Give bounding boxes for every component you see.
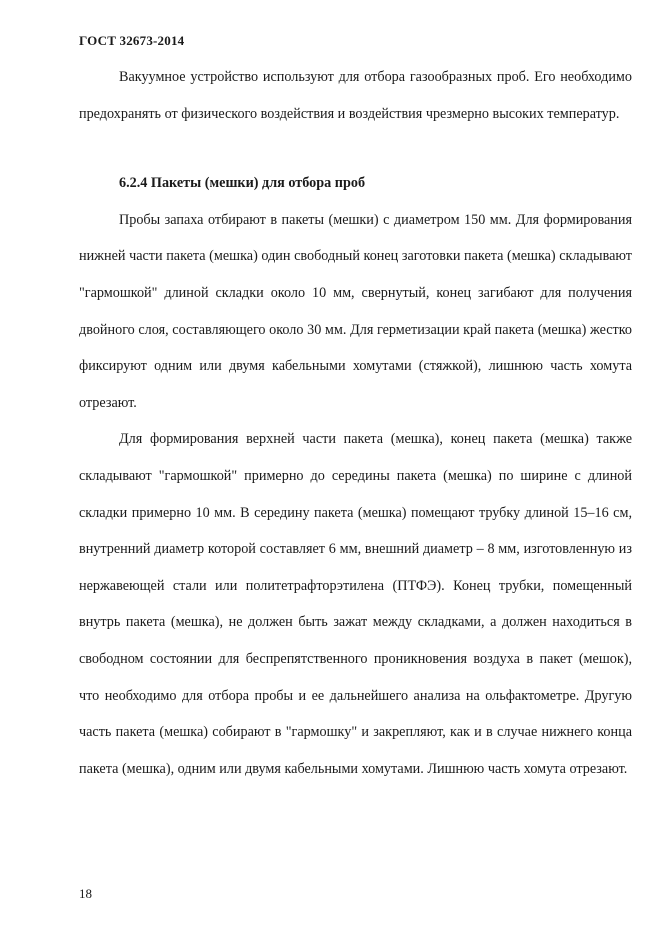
page-content — [79, 59, 632, 787]
section-heading: 6.2.4 Пакеты (мешки) для отбора проб — [119, 175, 366, 192]
paragraph-bag-top: Для формирования верхней части пакета (мешка), конец пакета (мешка) также складывают "гармошкой" примерно до середины пакета (мешка) по ширине с длиной складки примерно 10 мм. В середину пакета (мешка) помещают трубку длиной 15–16 см, внутренний диаметр которой составляет 6 мм, внешний диаметр – 8 мм, изготовленную из нержавеющей стали или политетрафторэтилена (ПТФЭ). Конец трубки, помещенный внутрь пакета (мешка), не должен быть зажат между складками, а должен находиться в свободном состоянии для беспрепятственного проникновения воздуха в пакет (мешок), что необходимо для отбора пробы и ее дальнейшего анализа на ольфактометре. Другую часть пакета (мешка) собирают в "гармошку" и закрепляют, как и в случае нижнего конца пакета (мешка), одним или двумя кабельными хомутами. Лишнюю часть хомута отрезают. — [79, 431, 632, 777]
paragraph-vacuum-device: Вакуумное устройство используют для отбора газообразных проб. Его необходимо предохранять от физического воздействия и воздействия чрезмерно высоких температур. — [79, 69, 632, 122]
paragraph-bag-bottom: Пробы запаха отбирают в пакеты (мешки) с диаметром 150 мм. Для формирования нижней части пакета (мешка) один свободный конец заготовки пакета (мешка) складывают "гармошкой" длиной складки около 10 мм, свернутый, конец загибают для получения двойного слоя, составляющего около 30 мм. Для герметизации край пакета (мешка) жестко фиксируют одним или двумя кабельными хомутами (стяжкой), лишнюю часть хомута отрезают. — [79, 211, 632, 411]
standard-code-header: ГОСТ 32673-2014 — [79, 33, 185, 48]
section-spacer — [79, 132, 632, 165]
page-number: 18 — [79, 886, 92, 901]
